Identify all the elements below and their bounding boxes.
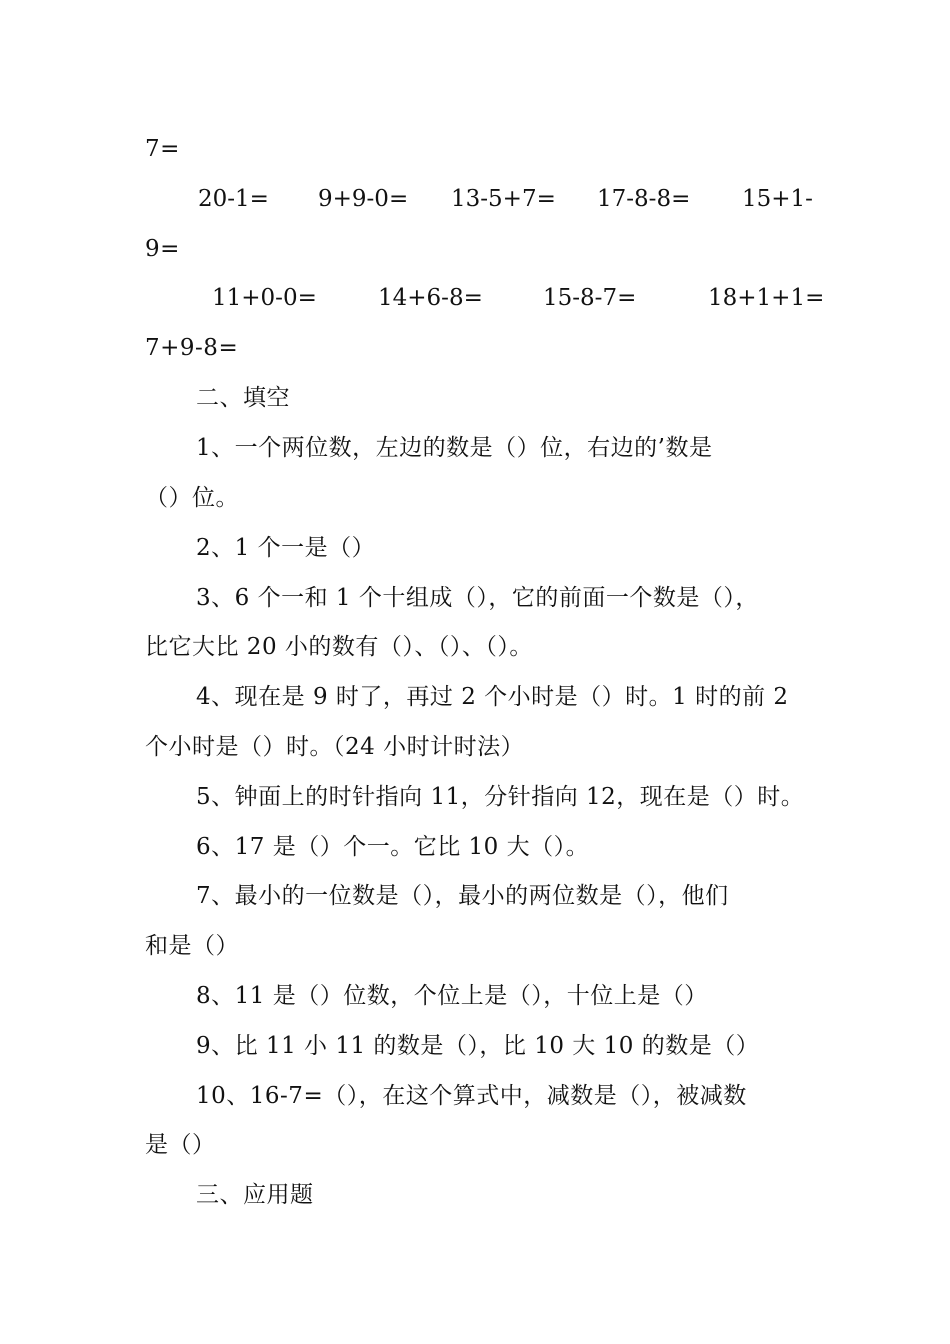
- question-3-line-1: 3、6 个一和 1 个十组成（），它的前面一个数是（），: [196, 585, 759, 611]
- section-title: 二、填空: [196, 385, 290, 411]
- section-title: 三、应用题: [196, 1182, 314, 1208]
- question-8: 8、11 是（）位数，个位上是（），十位上是（）: [196, 983, 708, 1009]
- arith-item: 20-1=: [198, 186, 269, 212]
- arith-item: 14+6-8=: [378, 285, 483, 311]
- question-10-line-2: 是（）: [145, 1132, 216, 1158]
- question-9: 9、比 11 小 11 的数是（），比 10 大 10 的数是（）: [196, 1033, 760, 1059]
- arith-item: 13-5+7=: [451, 186, 556, 212]
- question-1-line-1: 1、一个两位数，左边的数是（）位，右边的’数是: [196, 435, 713, 461]
- arith-item: 15+1-: [742, 186, 813, 212]
- question-7-line-2: 和是（）: [145, 933, 239, 959]
- arith-item: 18+1+1=: [708, 285, 825, 311]
- question-2: 2、1 个一是（）: [196, 535, 376, 561]
- question-4-line-2: 个小时是（）时。（24 小时计时法）: [145, 734, 525, 760]
- question-6: 6、17 是（）个一。它比 10 大（）。: [196, 834, 590, 860]
- arith-row2-tail: 9=: [145, 236, 180, 262]
- question-3-line-2: 比它大比 20 小的数有（）、（）、（）。: [145, 634, 533, 660]
- question-4-line-1: 4、现在是 9 时了，再过 2 个小时是（）时。1 时的前 2: [196, 684, 789, 710]
- arith-item: 9+9-0=: [318, 186, 409, 212]
- arith-item: 15-8-7=: [543, 285, 637, 311]
- question-10-line-1: 10、16-7=（），在这个算式中，减数是（），被减数: [196, 1083, 747, 1109]
- arith-row3-tail: 7+9-8=: [145, 335, 239, 361]
- arith-item: 11+0-0=: [212, 285, 317, 311]
- question-7-line-1: 7、最小的一位数是（），最小的两位数是（），他们: [196, 883, 729, 909]
- arith-item: 17-8-8=: [597, 186, 691, 212]
- question-5: 5、钟面上的时针指向 11，分针指向 12，现在是（）时。: [196, 784, 805, 810]
- arith-row1-tail: 7=: [145, 136, 180, 162]
- question-1-line-2: （）位。: [145, 485, 239, 511]
